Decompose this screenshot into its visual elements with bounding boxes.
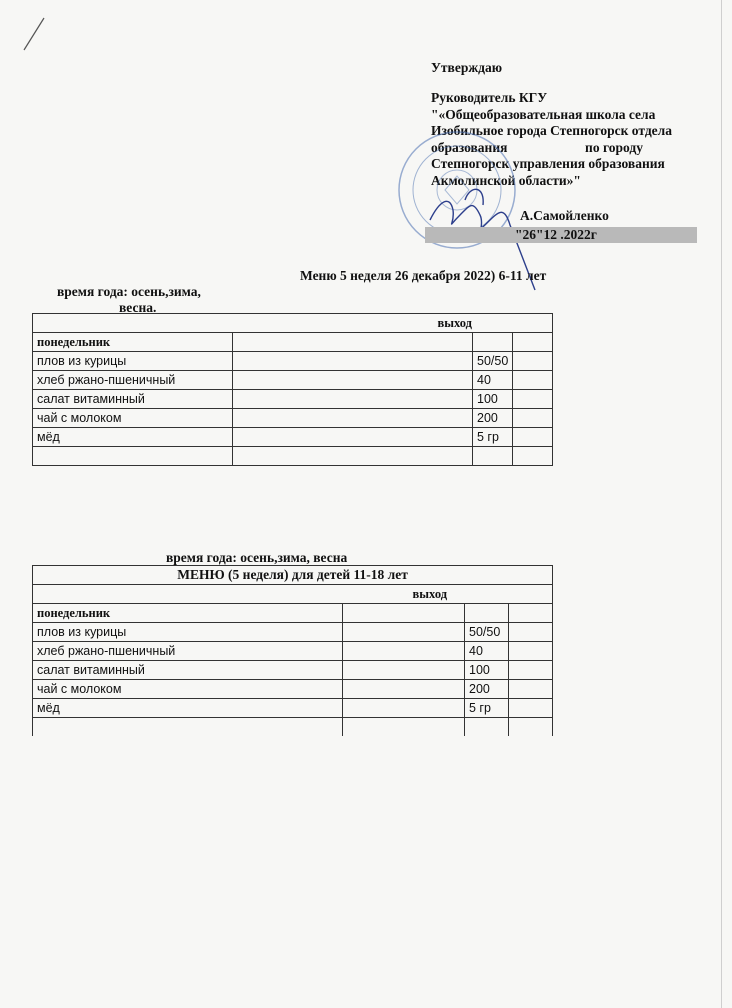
day-cell: понедельник: [33, 333, 233, 352]
header-cell: выход: [33, 585, 553, 604]
approval-date-bar: [425, 227, 697, 243]
amount-cell: 5 гр: [465, 699, 509, 718]
table-row: [33, 352, 553, 371]
table-row: [33, 428, 553, 447]
day-row: [33, 604, 553, 623]
org-line: Руководитель КГУ: [431, 90, 548, 105]
table-row: [33, 371, 553, 390]
dish-cell: чай с молоком: [33, 409, 233, 428]
amount-cell: 40: [473, 371, 513, 390]
table-row: [33, 447, 553, 466]
dish-cell: чай с молоком: [33, 680, 343, 699]
table-row: [33, 661, 553, 680]
dish-cell: салат витаминный: [33, 390, 233, 409]
amount-cell: 100: [473, 390, 513, 409]
signer-name: А.Самойленко: [520, 208, 609, 223]
dish-cell: хлеб ржано-пшеничный: [33, 642, 343, 661]
season-line: весна.: [119, 300, 157, 315]
season-label: [57, 284, 227, 316]
scan-mark: [18, 14, 58, 54]
table-row: [33, 390, 553, 409]
table-title-row: [33, 566, 553, 585]
day-row: [33, 333, 553, 352]
dish-cell: салат витаминный: [33, 661, 343, 680]
amount-cell: 200: [473, 409, 513, 428]
menu-table-6-11: [32, 313, 553, 466]
dish-cell: плов из курицы: [33, 623, 343, 642]
season-label-2: время года: осень,зима, весна: [166, 550, 348, 565]
season-line: время года: осень,зима,: [57, 284, 201, 299]
amount-cell: 5 гр: [473, 428, 513, 447]
table-row: [33, 680, 553, 699]
org-line: Изобильное города Степногорск отдела: [431, 123, 672, 138]
header-cell: выход: [33, 314, 553, 333]
table-header-row: [33, 585, 553, 604]
dish-cell: хлеб ржано-пшеничный: [33, 371, 233, 390]
org-line: Акмолинской области»": [431, 172, 581, 188]
org-line: Степногорск управления образования: [431, 156, 665, 171]
amount-cell: 200: [465, 680, 509, 699]
approval-date: "26"12 .2022г: [515, 227, 597, 242]
amount-cell: 50/50: [473, 352, 513, 371]
menu-table-11-18: [32, 565, 553, 736]
amount-cell: 50/50: [465, 623, 509, 642]
org-line: образования по городу: [431, 139, 643, 155]
table-row: [33, 718, 553, 737]
org-line: "«Общеобразовательная школа села: [431, 106, 656, 122]
dish-cell: плов из курицы: [33, 352, 233, 371]
table-row: [33, 642, 553, 661]
table-row: [33, 623, 553, 642]
page-edge: [721, 0, 722, 1008]
approval-title: Утверждаю: [431, 60, 503, 75]
menu-title: Меню 5 неделя 26 декабря 2022) 6-11 лет: [300, 268, 547, 283]
amount-cell: 100: [465, 661, 509, 680]
table-row: [33, 409, 553, 428]
dish-cell: мёд: [33, 699, 343, 718]
table-title: МЕНЮ (5 неделя) для детей 11-18 лет: [33, 566, 553, 585]
dish-cell: мёд: [33, 428, 233, 447]
day-cell: понедельник: [33, 604, 343, 623]
amount-cell: 40: [465, 642, 509, 661]
table-row: [33, 699, 553, 718]
table-header-row: [33, 314, 553, 333]
